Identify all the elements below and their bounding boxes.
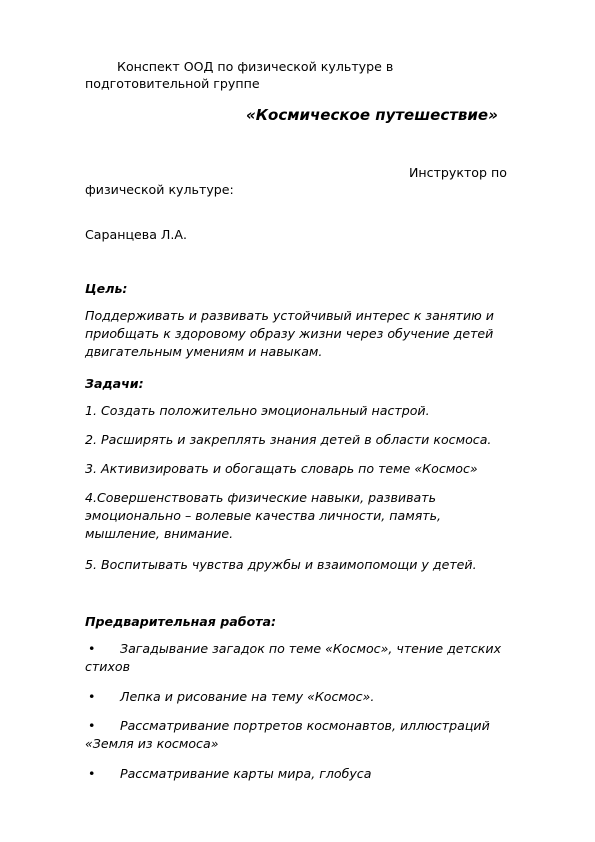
prework-item-3-line-2: «Земля из космоса» <box>85 736 219 751</box>
goal-line-3: двигательным умениям и навыкам. <box>85 344 323 359</box>
prework-heading: Предварительная работа: <box>85 614 277 629</box>
instructor-line-1: Инструктор по <box>409 165 507 180</box>
task-item-2: 2. Расширять и закреплять знания детей в области космоса. <box>85 432 492 447</box>
bullet-icon: • <box>88 641 96 656</box>
bullet-icon: • <box>88 766 96 781</box>
tasks-heading: Задачи: <box>85 376 144 391</box>
task-item-4-line-2: эмоционально – волевые качества личности, память, <box>85 508 442 523</box>
bullet-icon: • <box>88 718 96 733</box>
prework-item-4: Рассматривание карты мира, глобуса <box>120 766 372 781</box>
prework-item-3-line-1: Рассматривание портретов космонавтов, иллюстраций <box>120 718 490 733</box>
header-line-1: Конспект ООД по физической культуре в <box>117 59 394 74</box>
prework-item-1-line-1: Загадывание загадок по теме «Космос», чтение детских <box>120 641 502 656</box>
task-item-5: 5. Воспитывать чувства дружбы и взаимопомощи у детей. <box>85 557 477 572</box>
goal-heading: Цель: <box>85 281 128 296</box>
instructor-line-2: физической культуре: <box>85 182 234 197</box>
prework-item-2: Лепка и рисование на тему «Космос». <box>120 689 375 704</box>
task-item-4-line-3: мышление, внимание. <box>85 526 234 541</box>
header-line-2: подготовительной группе <box>85 76 260 91</box>
instructor-name: Саранцева Л.А. <box>85 227 188 242</box>
prework-item-1-line-2: стихов <box>85 659 131 674</box>
goal-line-2: приобщать к здоровому образу жизни через обучение детей <box>85 326 494 341</box>
task-item-1: 1. Создать положительно эмоциональный настрой. <box>85 403 430 418</box>
goal-line-1: Поддерживать и развивать устойчивый интерес к занятию и <box>85 308 494 323</box>
task-item-4-line-1: 4.Совершенствовать физические навыки, развивать <box>85 490 436 505</box>
task-item-3: 3. Активизировать и обогащать словарь по теме «Космос» <box>85 461 478 476</box>
bullet-icon: • <box>88 689 96 704</box>
document-title: «Космическое путешествие» <box>246 106 498 124</box>
